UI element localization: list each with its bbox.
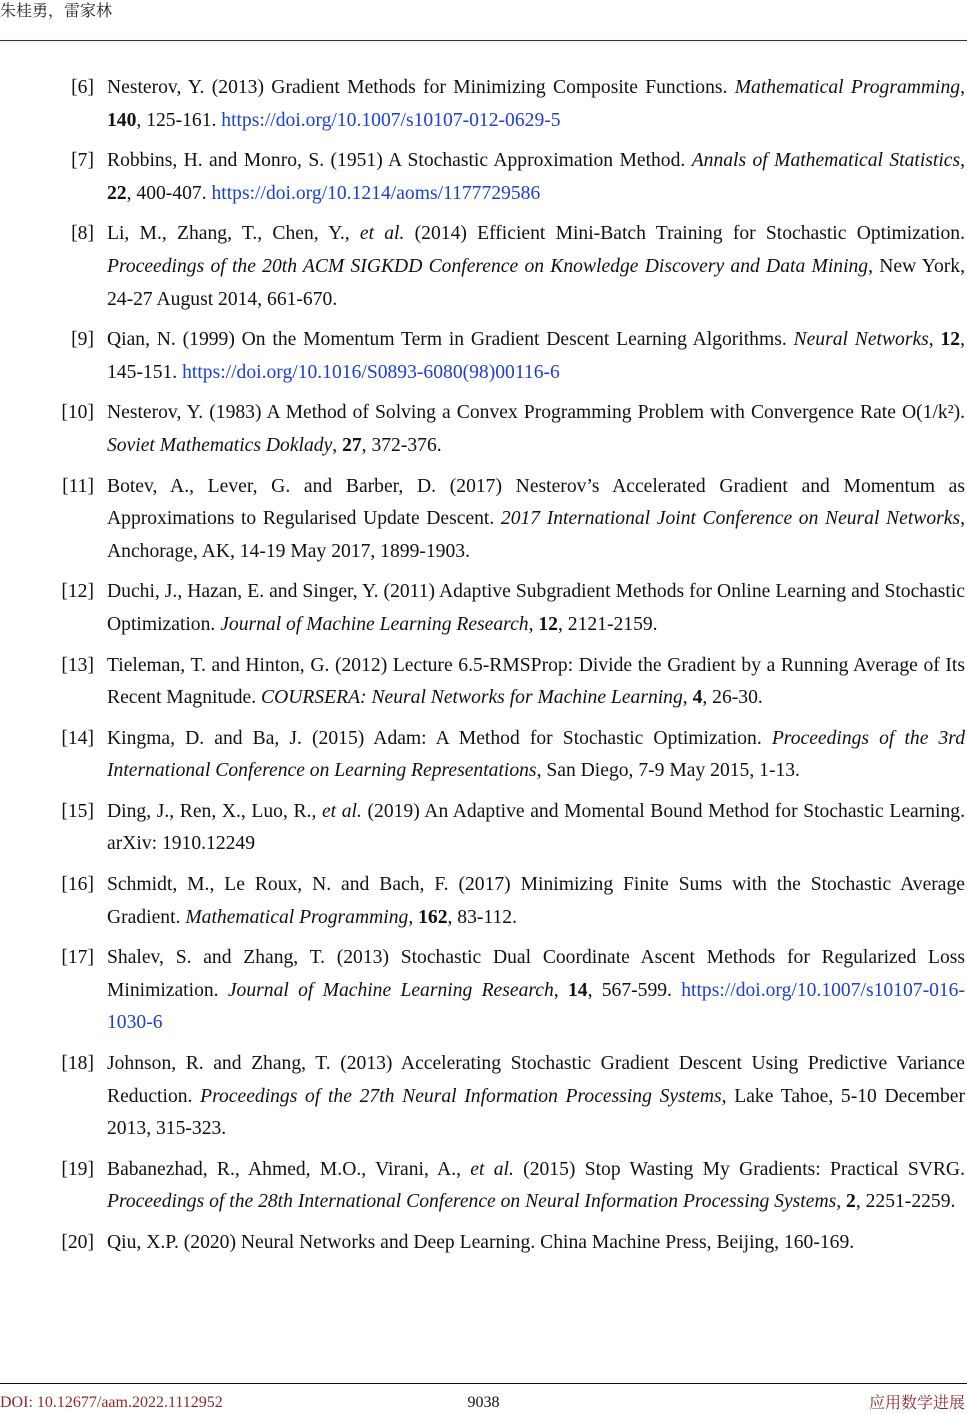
reference-volume: 162	[418, 906, 448, 928]
reference-text: , 400-407.	[126, 182, 212, 204]
reference-text: , 567-599.	[587, 979, 682, 1001]
reference-item	[0, 397, 965, 462]
reference-text: , Lake Tahoe, 5-10 December 2013, 315-323.	[107, 1085, 966, 1140]
reference-text: , New York, 24-27 August 2014, 661-670.	[107, 255, 965, 310]
reference-text: (2019) An Adaptive and Momental Bound Method for Stochastic Learning. arXiv: 1910.12249	[107, 800, 965, 855]
reference-number: [9]	[71, 329, 94, 351]
reference-item	[0, 72, 965, 137]
reference-source: et al.	[470, 1158, 514, 1180]
reference-source: COURSERA: Neural Networks for Machine Learning	[261, 687, 683, 709]
reference-item	[0, 796, 965, 861]
doi-link[interactable]: https://doi.org/10.1016/S0893-6080(98)00116-6	[182, 361, 560, 383]
reference-item	[0, 1227, 965, 1260]
reference-text: , San Diego, 7-9 May 2015, 1-13.	[536, 760, 800, 782]
reference-number: [14]	[61, 727, 94, 749]
reference-text: Li, M., Zhang, T., Chen, Y.,	[107, 223, 360, 245]
reference-source: 2017 International Joint Conference on Neural Networks	[500, 508, 961, 530]
reference-number: [16]	[61, 874, 94, 896]
reference-source: Mathematical Programming	[734, 77, 961, 98]
reference-item	[0, 1048, 965, 1146]
reference-number: [11]	[62, 475, 94, 497]
reference-text: Kingma, D. and Ba, J. (2015) Adam: A Method for Stochastic Optimization.	[107, 727, 772, 749]
reference-text: , Anchorage, AK, 14-19 May 2017, 1899-1903.	[107, 508, 965, 562]
reference-volume: 2	[846, 1191, 856, 1213]
reference-source: et al.	[321, 800, 362, 822]
reference-item	[0, 218, 965, 316]
reference-item	[0, 324, 965, 389]
reference-source: Proceedings of the 27th Neural Information Processing Systems	[200, 1085, 722, 1107]
header-rule	[0, 40, 967, 41]
reference-item	[0, 576, 965, 641]
reference-source: Journal of Machine Learning Research	[227, 979, 554, 1001]
reference-volume: 14	[567, 979, 588, 1001]
reference-text: Robbins, H. and Monro, S. (1951) A Stochastic Approximation Method.	[107, 150, 692, 172]
reference-volume: 22	[107, 182, 127, 204]
reference-text: , 26-30.	[702, 687, 763, 709]
reference-source: Annals of Mathematical Statistics	[691, 150, 961, 172]
reference-text: , 2121-2159.	[557, 613, 658, 635]
reference-text: , 145-151.	[107, 329, 965, 383]
reference-text: Schmidt, M., Le Roux, N. and Bach, F. (2017) Minimizing Finite Sums with the Stochastic Average Gradient.	[107, 874, 965, 928]
footer-rule	[0, 1383, 967, 1384]
reference-list	[0, 72, 967, 1268]
reference-text: , 125-161.	[136, 109, 222, 131]
reference-text: Nesterov, Y. (2013) Gradient Methods for Minimizing Composite Functions.	[107, 77, 735, 98]
reference-item	[0, 723, 965, 788]
reference-text: Johnson, R. and Zhang, T. (2013) Accelerating Stochastic Gradient Descent Using Predictive Variance Reduction.	[107, 1053, 965, 1107]
journal-name: 应用数学进展	[868, 1393, 965, 1412]
reference-item	[0, 471, 965, 569]
reference-number: [17]	[61, 947, 94, 969]
running-header-authors: 朱桂勇，雷家林	[0, 1, 113, 20]
reference-number: [13]	[61, 654, 94, 676]
reference-source: et al.	[359, 223, 405, 245]
reference-text: Qiu, X.P. (2020) Neural Networks and Deep Learning. China Machine Press, Beijing, 160-169.	[107, 1232, 855, 1253]
reference-text: Ding, J., Ren, X., Luo, R.,	[107, 800, 322, 822]
reference-text: ,	[408, 906, 419, 928]
reference-volume: 4	[692, 687, 703, 709]
reference-source: Neural Networks	[793, 329, 929, 351]
reference-number: [20]	[61, 1232, 94, 1253]
reference-text: ,	[960, 150, 965, 172]
reference-number: [10]	[61, 402, 94, 424]
reference-number: [8]	[71, 223, 94, 245]
footer-doi: DOI: 10.12677/aam.2022.1112952	[0, 1394, 223, 1411]
reference-text: ,	[332, 434, 343, 456]
reference-item	[0, 869, 965, 934]
reference-text: , 2251-2259.	[855, 1191, 956, 1213]
reference-text: Duchi, J., Hazan, E. and Singer, Y. (2011) Adaptive Subgradient Methods for Online Learning and Stochastic Optimization.	[107, 581, 965, 635]
reference-text: ,	[928, 329, 941, 351]
reference-text: Botev, A., Lever, G. and Barber, D. (2017) Nesterov’s Accelerated Gradient and Momentum as Approximations to Regularised Update Descent.	[107, 475, 965, 530]
reference-item	[0, 1154, 965, 1219]
reference-number: [7]	[71, 150, 94, 172]
doi-link[interactable]: https://doi.org/10.1007/s10107-012-0629-5	[221, 109, 561, 131]
reference-item	[0, 942, 965, 1040]
reference-text: Shalev, S. and Zhang, T. (2013) Stochastic Dual Coordinate Ascent Methods for Regularized Loss Minimization.	[107, 947, 965, 1001]
reference-number: [19]	[61, 1158, 94, 1180]
reference-volume: 140	[107, 109, 137, 131]
reference-text: Babanezhad, R., Ahmed, M.O., Virani, A.,	[107, 1158, 471, 1180]
reference-text: Nesterov, Y. (1983) A Method of Solving a Convex Programming Problem with Convergence Rate O(1/k²).	[107, 402, 965, 424]
reference-number: [6]	[71, 77, 94, 98]
reference-text: ,	[528, 613, 539, 635]
reference-text: ,	[682, 687, 693, 709]
reference-text: ,	[836, 1191, 847, 1213]
doi-link[interactable]: https://doi.org/10.1214/aoms/1177729586	[211, 182, 541, 204]
reference-volume: 27	[342, 434, 362, 456]
reference-source: Mathematical Programming	[185, 906, 409, 928]
reference-source: Journal of Machine Learning Research	[220, 613, 529, 635]
reference-text: Qian, N. (1999) On the Momentum Term in Gradient Descent Learning Algorithms.	[107, 329, 794, 351]
reference-source: Proceedings of the 3rd International Conference on Learning Representations	[107, 727, 966, 782]
reference-text: (2015) Stop Wasting My Gradients: Practical SVRG.	[513, 1158, 965, 1180]
reference-number: [15]	[61, 800, 94, 822]
reference-text: Tieleman, T. and Hinton, G. (2012) Lecture 6.5-RMSProp: Divide the Gradient by a Running Average of Its Recent Magnitude.	[107, 654, 965, 709]
reference-text: , 83-112.	[447, 906, 517, 928]
reference-text: , 372-376.	[361, 434, 442, 456]
reference-number: [12]	[61, 581, 94, 603]
reference-volume: 12	[940, 329, 961, 351]
reference-text: ,	[960, 77, 965, 98]
page-number: 9038	[467, 1394, 500, 1411]
reference-item	[0, 145, 965, 210]
reference-source: Proceedings of the 20th ACM SIGKDD Conference on Knowledge Discovery and Data Mining	[107, 255, 869, 277]
doi-link[interactable]: https://doi.org/10.1007/s10107-016-1030-6	[107, 979, 966, 1034]
reference-text: (2014) Efficient Mini-Batch Training for Stochastic Optimization.	[404, 223, 965, 245]
reference-item	[0, 650, 965, 715]
reference-source: Soviet Mathematics Doklady	[107, 434, 333, 456]
reference-text: ,	[553, 979, 568, 1001]
reference-number: [18]	[61, 1053, 94, 1075]
reference-source: Proceedings of the 28th International Conference on Neural Information Processing Systems	[107, 1191, 837, 1213]
reference-volume: 12	[538, 613, 558, 635]
